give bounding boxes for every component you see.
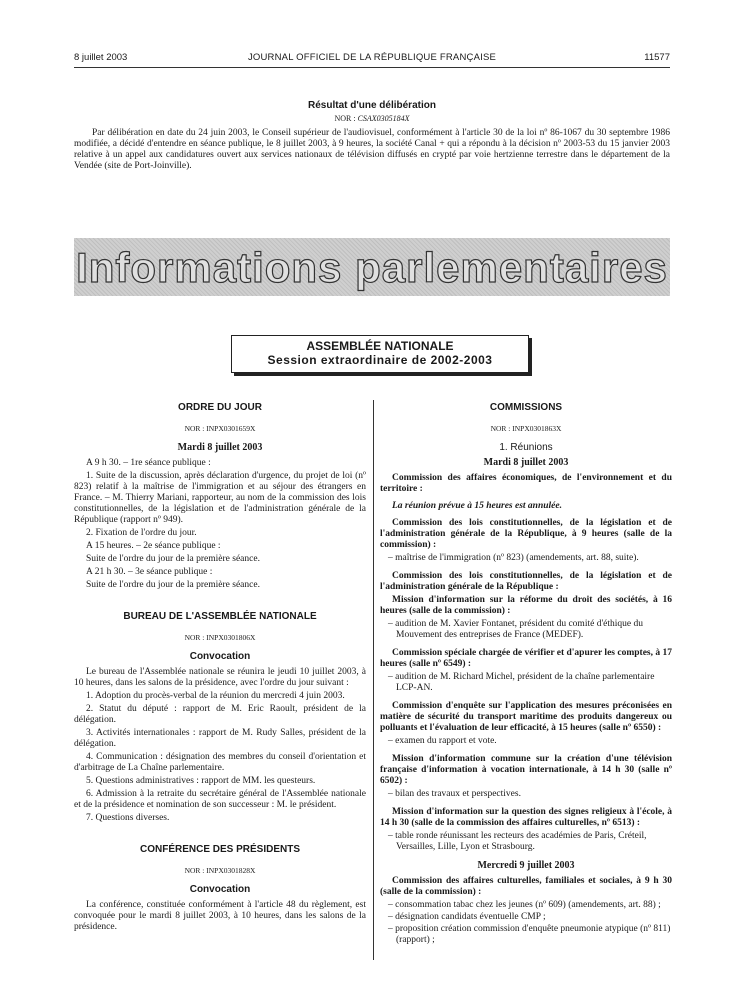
bureau-p1: Le bureau de l'Assemblée nationale se réunira le jeudi 10 juillet 2003, à 10 heures, dans les salons de la présidence, avec l'ordre du jour suivant : [74, 667, 366, 688]
right-column [380, 398, 672, 947]
comm-speciale: Commission spéciale chargée de vérifier et d'apurer les comptes, à 17 heures (salle nº 6549) : [380, 648, 672, 669]
ordre-p2: 1. Suite de la discussion, après déclaration d'urgence, du projet de loi (nº 823) relatif à la maîtrise de l'immigration et au séjour des étrangers en France. – M. Thierry Mariani, rapporteur, au nom de la commission des lois constitutionnelles, de la législation et de l'administration générale de la République (rapport nº 949). [74, 471, 366, 525]
page-number: 11577 [644, 52, 670, 63]
comm-culturelles-item-2: – désignation candidats éventuelle CMP ; [388, 912, 546, 922]
ordre-nor: NOR : INPX0301659X [184, 424, 256, 433]
bureau-p2: 1. Adoption du procès-verbal de la réunion du mercredi 4 juin 2003. [86, 691, 345, 701]
comm-culturelles-item-1: – consommation tabac chez les jeunes (nº 609) (amendements, art. 88) ; [388, 900, 661, 910]
comm-lois-2: Commission des lois constitutionnelles, de la législation et de l'administration générale de la République : [380, 571, 672, 592]
nor-label: NOR : [334, 114, 356, 123]
mission-droit-societes: Mission d'information sur la réforme du droit des sociétés, à 16 heures (salle de la commission) : [380, 595, 672, 616]
header-rule [74, 67, 670, 68]
date-mercredi: Mercredi 9 juillet 2003 [477, 860, 575, 871]
comm-culturelles: Commission des affaires culturelles, familiales et sociales, à 9 h 30 (salle de la commission) : [380, 876, 672, 897]
conf-title: CONFÉRENCE DES PRÉSIDENTS [139, 844, 301, 855]
comm-culturelles-item-3: – proposition création commission d'enquête pneumonie atypique (nº 811) (rapport) ; [388, 924, 671, 945]
commissions-nor: NOR : INPX0301863X [490, 424, 562, 433]
section-banner [74, 238, 670, 296]
left-column [74, 398, 366, 935]
ordre-date: Mardi 8 juillet 2003 [177, 442, 263, 453]
bureau-p3: 2. Statut du député : rapport de M. Eric Raoult, président de la délégation. [74, 704, 366, 725]
nor-code: CSAX0305184X [357, 114, 410, 123]
bureau-p6: 5. Questions administratives : rapport de MM. les questeurs. [86, 776, 316, 786]
comm-enquete-item: – examen du rapport et vote. [388, 736, 497, 746]
ordre-p3: 2. Fixation de l'ordre du jour. [86, 528, 197, 538]
mission-droit-item: – audition de M. Xavier Fontanet, président du comité d'éthique du Mouvement des entreprises de France (MEDEF). [388, 619, 643, 640]
bureau-convocation: Convocation [189, 651, 251, 662]
mission-signes-item: – table ronde réunissant les recteurs des académies de Paris, Créteil, Versailles, Lille, Lyon et Strasbourg. [388, 831, 647, 852]
banner-title: Informations parlementaires [76, 244, 668, 291]
ordre-p4: A 15 heures. – 2e séance publique : [86, 541, 221, 551]
page-header [74, 52, 670, 66]
comm-annulee: La réunion prévue à 15 heures est annulée. [392, 501, 562, 511]
ordre-p7: Suite de l'ordre du jour de la première séance. [86, 580, 260, 590]
ordre-p5: Suite de l'ordre du jour de la première séance. [86, 554, 260, 564]
deliberation-title: Résultat d'une délibération [308, 100, 436, 111]
ordre-title: ORDRE DU JOUR [178, 402, 262, 413]
ordre-p1: A 9 h 30. – 1re séance publique : [86, 458, 211, 468]
journal-title: JOURNAL OFFICIEL DE LA RÉPUBLIQUE FRANÇAISE [247, 52, 497, 63]
comm-affaires-eco: Commission des affaires économiques, de l'environnement et du territoire : [380, 473, 672, 494]
comm-lois-1: Commission des lois constitutionnelles, de la législation et de l'administration générale de la République, à 9 heures (salle de la commission) : [380, 518, 672, 550]
conf-convocation: Convocation [189, 884, 251, 895]
assembly-box [231, 335, 529, 373]
bureau-nor: NOR : INPX0301806X [184, 633, 256, 642]
mission-television-item: – bilan des travaux et perspectives. [388, 789, 521, 799]
session-title: Session extraordinaire de 2002-2003 [267, 353, 493, 367]
conf-p1: La conférence, constituée conformément à l'article 48 du règlement, est convoquée pour le mardi 8 juillet 2003, à 10 heures, dans les salons de la présidence. [74, 900, 366, 932]
bureau-p4: 3. Activités internationales : rapport de M. Rudy Salles, président de la délégation. [74, 728, 366, 749]
column-divider [373, 400, 374, 960]
mission-television: Mission d'information commune sur la création d'une télévision française d'information à vocation internationale, à 14 h 30 (salle nº 6502) : [380, 754, 672, 786]
deliberation-text: Par délibération en date du 24 juin 2003, le Conseil supérieur de l'audiovisuel, conformément à l'article 30 de la loi nº 86-1067 du 30 septembre 1986 modifiée, a décidé d'entendre en séance publique, le 8 juillet 2003, à 9 heures, la société Canal + qui a répondu à la décision nº 2003-53 du 15 janvier 2003 relative à un appel aux candidatures ouvert aux services nationaux de télévision diffusés en crypté par voie hertzienne terrestre dans le département de la Vendée (site de Port-Joinville). [74, 128, 670, 171]
conf-nor: NOR : INPX0301828X [184, 866, 256, 875]
comm-speciale-item: – audition de M. Richard Michel, président de la chaîne parlementaire LCP-AN. [388, 672, 655, 693]
date-mardi: Mardi 8 juillet 2003 [483, 457, 569, 468]
comm-enquete: Commission d'enquête sur l'application des mesures préconisées en matière de sécurité du transport maritime des produits dangereux ou polluants et l'évaluation de leur efficacité, à 15 heures (salle nº 6550) : [380, 701, 672, 733]
deliberation-nor [74, 114, 670, 123]
bureau-p7: 6. Admission à la retraite du secrétaire général de l'Assemblée nationale et de la présidence et nomination de son successeur : M. le président. [74, 789, 366, 810]
assembly-title: ASSEMBLÉE NATIONALE [306, 339, 454, 353]
ordre-p6: A 21 h 30. – 3e séance publique : [86, 567, 213, 577]
comm-lois-1-item: – maîtrise de l'immigration (nº 823) (amendements, art. 88, suite). [388, 553, 639, 563]
bureau-p5: 4. Communication : désignation des membres du conseil d'orientation et d'arbitrage de La Chaîne parlementaire. [74, 752, 366, 773]
bureau-p8: 7. Questions diverses. [86, 813, 170, 823]
commissions-title: COMMISSIONS [489, 402, 563, 413]
reunions-heading: 1. Réunions [499, 442, 553, 453]
mission-signes: Mission d'information sur la question des signes religieux à l'école, à 14 h 30 (salle de la commission des affaires culturelles, nº 6513) : [380, 807, 672, 828]
header-date: 8 juillet 2003 [74, 52, 128, 63]
bureau-title: BUREAU DE L'ASSEMBLÉE NATIONALE [123, 611, 317, 622]
